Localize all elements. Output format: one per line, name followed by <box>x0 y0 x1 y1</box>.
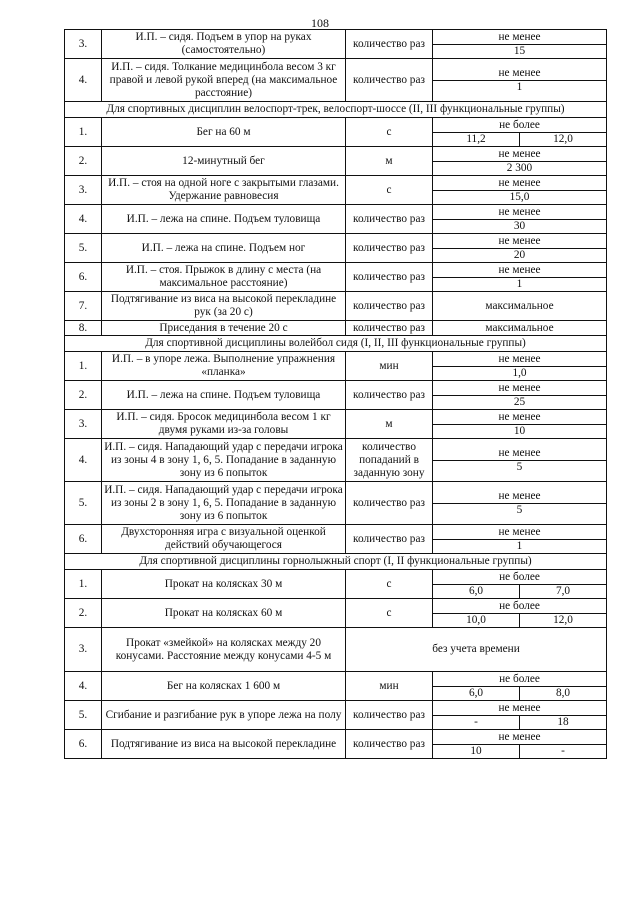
norm-cell <box>433 176 607 205</box>
unit-cell: количество раз <box>346 263 433 292</box>
row-number: 7. <box>65 292 102 321</box>
norm-values <box>433 220 606 233</box>
section-header-row <box>65 554 607 570</box>
table-row <box>65 234 607 263</box>
norm-value: 6,0 <box>468 686 484 699</box>
norm-cell <box>433 525 607 554</box>
unit-cell: количество раз <box>346 292 433 321</box>
norm-condition: не более <box>433 600 606 614</box>
table-row <box>65 525 607 554</box>
table-row <box>65 730 607 759</box>
table-row <box>65 482 607 525</box>
exercise-name: И.П. – сидя. Нападающий удар с передачи игрока из зоны 4 в зону 1, 6, 5. Попадание в заданную зону из 6 попыток <box>102 439 346 482</box>
norm-value: 8,0 <box>519 687 606 700</box>
unit-cell: количество раз <box>346 482 433 525</box>
row-number: 6. <box>65 730 102 759</box>
norm-value: 10 <box>513 424 526 437</box>
norm-cell <box>433 570 607 599</box>
table-row <box>65 439 607 482</box>
norm-cell <box>433 118 607 147</box>
norm-value: 25 <box>513 395 526 408</box>
norm-values <box>433 716 606 729</box>
table-row <box>65 410 607 439</box>
unit-cell: количество раз <box>346 730 433 759</box>
exercise-name: Подтягивание из виса на высокой перекладине <box>102 730 346 759</box>
exercise-name: Прокат на колясках 60 м <box>102 599 346 628</box>
norm-values <box>433 585 606 598</box>
unit-cell: с <box>346 570 433 599</box>
norm-value: 12,0 <box>519 133 606 146</box>
norm-value: 15 <box>513 44 526 57</box>
norm-values <box>433 504 606 517</box>
table-row <box>65 599 607 628</box>
norm-value: 5 <box>516 503 523 516</box>
table-row <box>65 628 607 672</box>
norm-condition: не менее <box>433 353 606 367</box>
unit-cell: количество раз <box>346 30 433 59</box>
unit-cell: количество раз <box>346 321 433 336</box>
norm-cell <box>433 205 607 234</box>
norm-value: 11,2 <box>466 132 486 145</box>
table-row <box>65 292 607 321</box>
norm-values <box>433 687 606 700</box>
exercise-name: Прокат «змейкой» на колясках между 20 конусами. Расстояние между конусами 4-5 м <box>102 628 346 672</box>
table-row <box>65 30 607 59</box>
exercise-name: И.П. – лежа на спине. Подъем ног <box>102 234 346 263</box>
row-number: 2. <box>65 381 102 410</box>
norm-cell <box>433 321 607 336</box>
row-number: 6. <box>65 263 102 292</box>
norm-values <box>433 133 606 146</box>
exercise-name: Бег на колясках 1 600 м <box>102 672 346 701</box>
norm-condition: не менее <box>433 264 606 278</box>
norm-value: 2 300 <box>506 161 533 174</box>
exercise-name: Сгибание и разгибание рук в упоре лежа на полу <box>102 701 346 730</box>
norm-single-value: максимальное <box>485 321 554 334</box>
table-row <box>65 352 607 381</box>
norm-condition: не более <box>433 119 606 133</box>
table-row <box>65 263 607 292</box>
row-number: 4. <box>65 439 102 482</box>
section-title: Для спортивной дисциплины горнолыжный спорт (I, II функциональные группы) <box>65 554 607 570</box>
table-row <box>65 205 607 234</box>
norm-values <box>433 249 606 262</box>
norm-values <box>433 191 606 204</box>
row-number: 3. <box>65 410 102 439</box>
norm-condition: не менее <box>433 447 606 461</box>
norm-value: 10,0 <box>466 613 486 626</box>
norm-value: 1 <box>516 80 523 93</box>
norm-cell <box>433 292 607 321</box>
norms-table-body <box>65 30 607 759</box>
norm-values <box>433 367 606 380</box>
exercise-name: Бег на 60 м <box>102 118 346 147</box>
table-row <box>65 147 607 176</box>
norm-values <box>433 745 606 758</box>
unit-cell: количество раз <box>346 525 433 554</box>
merged-norm-cell: без учета времени <box>346 628 607 672</box>
table-row <box>65 176 607 205</box>
norm-cell <box>433 30 607 59</box>
row-number: 2. <box>65 147 102 176</box>
unit-cell: мин <box>346 352 433 381</box>
table-row <box>65 701 607 730</box>
row-number: 3. <box>65 176 102 205</box>
norm-values <box>433 461 606 474</box>
exercise-name: Двухсторонняя игра с визуальной оценкой действий обучающегося <box>102 525 346 554</box>
norm-values <box>433 278 606 291</box>
row-number: 4. <box>65 672 102 701</box>
row-number: 6. <box>65 525 102 554</box>
exercise-name: Подтягивание из виса на высокой перекладине рук (за 20 с) <box>102 292 346 321</box>
norm-cell <box>433 439 607 482</box>
section-header-row <box>65 336 607 352</box>
row-number: 4. <box>65 59 102 102</box>
exercise-name: И.П. – стоя на одной ноге с закрытыми глазами. Удержание равновесия <box>102 176 346 205</box>
norm-value: 1 <box>516 277 523 290</box>
exercise-name: И.П. – сидя. Бросок медицинбола весом 1 кг двумя руками из-за головы <box>102 410 346 439</box>
section-title: Для спортивной дисциплины волейбол сидя (I, II, III функциональные группы) <box>65 336 607 352</box>
unit-cell: мин <box>346 672 433 701</box>
section-title: Для спортивных дисциплин велоспорт-трек, велоспорт-шоссе (II, III функциональные группы) <box>65 102 607 118</box>
exercise-name: И.П. – в упоре лежа. Выполнение упражнения «планка» <box>102 352 346 381</box>
norm-value: 30 <box>513 219 526 232</box>
norm-value: 1,0 <box>512 366 527 379</box>
row-number: 1. <box>65 118 102 147</box>
norm-value: - <box>519 745 606 758</box>
norm-cell <box>433 147 607 176</box>
unit-cell: с <box>346 599 433 628</box>
row-number: 5. <box>65 482 102 525</box>
norm-values <box>433 540 606 553</box>
unit-cell: количество раз <box>346 205 433 234</box>
norm-condition: не менее <box>433 31 606 45</box>
table-row <box>65 672 607 701</box>
exercise-name: И.П. – сидя. Подъем в упор на руках (самостоятельно) <box>102 30 346 59</box>
norm-condition: не менее <box>433 67 606 81</box>
unit-cell: количество раз <box>346 234 433 263</box>
norm-condition: не менее <box>433 702 606 716</box>
norm-condition: не менее <box>433 526 606 540</box>
unit-cell: количество раз <box>346 701 433 730</box>
norm-value: 20 <box>513 248 526 261</box>
row-number: 4. <box>65 205 102 234</box>
exercise-name: И.П. – сидя. Нападающий удар с передачи игрока из зоны 2 в зону 1, 6, 5. Попадание в заданную зону из 6 попыток <box>102 482 346 525</box>
page-number: 108 <box>311 16 329 30</box>
norm-values <box>433 396 606 409</box>
exercise-name: И.П. – лежа на спине. Подъем туловища <box>102 205 346 234</box>
table-row <box>65 321 607 336</box>
norm-condition: не менее <box>433 382 606 396</box>
exercise-name: И.П. – стоя. Прыжок в длину с места (на максимальное расстояние) <box>102 263 346 292</box>
norm-values <box>433 45 606 58</box>
norm-value: 1 <box>516 539 523 552</box>
unit-cell: количество раз <box>346 59 433 102</box>
row-number: 5. <box>65 234 102 263</box>
unit-cell: м <box>346 147 433 176</box>
exercise-name: 12-минутный бег <box>102 147 346 176</box>
norm-values <box>433 614 606 627</box>
norm-cell <box>433 381 607 410</box>
norm-value: 18 <box>519 716 606 729</box>
norm-condition: не менее <box>433 490 606 504</box>
unit-cell: количество попаданий в заданную зону <box>346 439 433 482</box>
norm-values <box>433 162 606 175</box>
norm-cell <box>433 482 607 525</box>
norm-cell <box>433 672 607 701</box>
norm-condition: не более <box>433 673 606 687</box>
unit-cell: м <box>346 410 433 439</box>
norm-condition: не менее <box>433 411 606 425</box>
norm-value: 10 <box>470 744 482 757</box>
unit-cell: с <box>346 176 433 205</box>
norm-cell <box>433 59 607 102</box>
norm-cell <box>433 730 607 759</box>
exercise-name: И.П. – сидя. Толкание медицинбола весом 3 кг правой и левой рукой вперед (на максимальное расстояние) <box>102 59 346 102</box>
unit-cell: с <box>346 118 433 147</box>
norm-values <box>433 425 606 438</box>
row-number: 5. <box>65 701 102 730</box>
table-row <box>65 570 607 599</box>
exercise-name: Прокат на колясках 30 м <box>102 570 346 599</box>
exercise-name: Приседания в течение 20 с <box>102 321 346 336</box>
norm-condition: не менее <box>433 235 606 249</box>
norm-condition: не менее <box>433 177 606 191</box>
table-row <box>65 381 607 410</box>
norm-cell <box>433 234 607 263</box>
norm-value: 7,0 <box>519 585 606 598</box>
norm-condition: не менее <box>433 731 606 745</box>
norm-cell <box>433 599 607 628</box>
norm-cell <box>433 701 607 730</box>
row-number: 8. <box>65 321 102 336</box>
norm-value: 5 <box>516 460 523 473</box>
norm-value: - <box>474 715 478 728</box>
norm-values <box>433 81 606 94</box>
norm-cell <box>433 352 607 381</box>
unit-cell: количество раз <box>346 381 433 410</box>
row-number: 3. <box>65 30 102 59</box>
norm-value: 6,0 <box>468 584 484 597</box>
row-number: 2. <box>65 599 102 628</box>
norm-condition: не более <box>433 571 606 585</box>
row-number: 1. <box>65 570 102 599</box>
exercise-name: И.П. – лежа на спине. Подъем туловища <box>102 381 346 410</box>
table-row <box>65 59 607 102</box>
norm-cell <box>433 410 607 439</box>
row-number: 1. <box>65 352 102 381</box>
norm-cell <box>433 263 607 292</box>
table-row <box>65 118 607 147</box>
norm-value: 12,0 <box>519 614 606 627</box>
norms-table <box>64 29 607 759</box>
norm-single-value: максимальное <box>485 299 554 312</box>
norm-condition: не менее <box>433 148 606 162</box>
norm-condition: не менее <box>433 206 606 220</box>
row-number: 3. <box>65 628 102 672</box>
section-header-row <box>65 102 607 118</box>
norm-value: 15,0 <box>509 190 530 203</box>
